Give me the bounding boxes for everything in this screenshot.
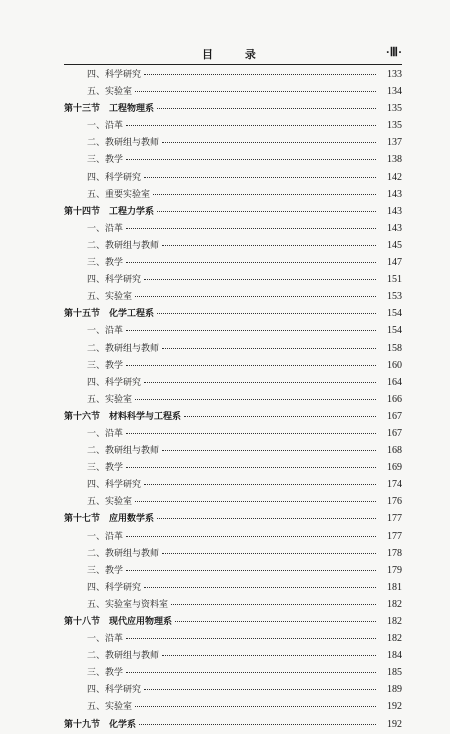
toc-entry-label: 三、教学 [87,565,124,576]
toc-subentry [64,459,402,476]
toc-entry-label: 五、重要实验室 [87,189,151,200]
toc-entry-page: 164 [387,376,402,388]
toc-entry-label: 三、教学 [87,463,124,474]
dot-leader [126,365,376,366]
toc-section-entry [64,510,402,527]
toc-entry-label: 五、实验室 [87,87,133,98]
dot-leader [162,142,376,143]
toc-entry-label: 五、实验室 [87,292,133,303]
dot-leader [184,416,376,417]
toc-entry-page: 192 [387,718,402,730]
toc-subentry [64,220,402,237]
toc-entry-page: 181 [387,581,402,593]
dot-leader [126,467,376,468]
toc-subentry [64,579,402,596]
toc-entry-page: 179 [387,564,402,576]
toc-subentry [64,254,402,271]
toc-entry-page: 167 [387,427,402,439]
toc-subentry [64,83,402,100]
toc-entry-page: 133 [387,69,402,80]
toc-entry-label: 二、教研组与教师 [87,446,160,457]
toc-entry-label: 五、实验室 [87,702,133,713]
toc-subentry [64,271,402,288]
dot-leader [126,228,376,229]
toc-subentry [64,151,402,168]
dot-leader [144,484,376,485]
toc-entry-page: 135 [387,103,402,115]
toc-subentry [64,186,402,203]
dot-leader [126,262,376,263]
toc-entry-page: 137 [387,137,402,149]
toc-entry-page: 158 [387,342,402,354]
toc-entry-page: 174 [387,479,402,491]
dot-leader [144,74,376,75]
dot-leader [135,399,376,400]
toc-subentry [64,374,402,391]
toc-subentry [64,698,402,715]
toc-entry-page: 142 [387,171,402,183]
toc-entry-page: 178 [387,547,402,559]
toc-entry-label: 三、教学 [87,360,124,371]
toc-entry-page: 176 [387,496,402,508]
toc-subentry [64,340,402,357]
dot-leader [157,108,376,109]
toc-entry-label: 一、沿革 [87,531,124,542]
toc-entry-page: 177 [387,513,402,525]
toc-subentry [64,681,402,698]
toc-entry-page: 145 [387,239,402,251]
toc-entry-label: 第十六节 材料科学与工程系 [64,411,182,422]
table-of-contents [64,66,402,733]
dot-leader [157,518,376,519]
toc-entry-label: 四、科学研究 [87,480,142,491]
page-title: 目 录 [202,48,270,61]
toc-entry-page: 167 [387,410,402,422]
dot-leader [126,433,376,434]
toc-entry-label: 一、沿革 [87,121,124,132]
toc-entry-page: 154 [387,325,402,337]
toc-entry-label: 二、教研组与教师 [87,138,160,149]
toc-entry-label: 二、教研组与教师 [87,240,160,251]
toc-section-entry [64,408,402,425]
toc-entry-page: 169 [387,462,402,474]
toc-entry-page: 192 [387,701,402,713]
dot-leader [157,211,376,212]
toc-subentry [64,391,402,408]
toc-subentry [64,322,402,339]
toc-subentry [64,562,402,579]
dot-leader [162,655,376,656]
toc-entry-label: 一、沿革 [87,428,124,439]
toc-entry-label: 第十七节 应用数学系 [64,514,155,525]
toc-entry-label: 四、科学研究 [87,582,142,593]
toc-entry-page: 135 [387,120,402,132]
toc-entry-page: 143 [387,205,402,217]
toc-entry-label: 第十五节 化学工程系 [64,309,155,320]
dot-leader [135,706,376,707]
dot-leader [157,313,376,314]
toc-entry-label: 三、教学 [87,258,124,269]
toc-entry-page: 147 [387,257,402,269]
toc-section-entry [64,100,402,117]
toc-entry-label: 四、科学研究 [87,172,142,183]
toc-subentry [64,545,402,562]
toc-entry-page: 160 [387,359,402,371]
header-rule [64,64,402,65]
toc-entry-page: 143 [387,188,402,200]
header-page-number: ·Ⅲ· [385,45,402,59]
toc-section-entry [64,716,402,733]
toc-entry-label: 四、科学研究 [87,275,142,286]
toc-entry-page: 166 [387,393,402,405]
dot-leader [171,604,376,605]
toc-entry-label: 第十八节 现代应用物理系 [64,617,173,627]
dot-leader [126,330,376,331]
dot-leader [135,91,376,92]
toc-entry-label: 一、沿革 [87,223,124,234]
dot-leader [175,621,376,622]
toc-entry-page: 151 [387,274,402,286]
toc-section-entry [64,203,402,220]
toc-subentry [64,596,402,613]
dot-leader [126,570,376,571]
toc-subentry [64,288,402,305]
toc-subentry [64,528,402,545]
toc-entry-label: 五、实验室 [87,394,133,405]
toc-entry-page: 134 [387,86,402,98]
toc-subentry [64,117,402,134]
toc-entry-page: 189 [387,684,402,696]
dot-leader [144,382,376,383]
toc-entry-page: 184 [387,650,402,662]
toc-entry-label: 二、教研组与教师 [87,548,160,559]
toc-entry-label: 三、教学 [87,668,124,679]
dot-leader [144,177,376,178]
toc-entry-label: 二、教研组与教师 [87,343,160,354]
dot-leader [126,159,376,160]
toc-entry-label: 五、实验室与资料室 [87,599,169,610]
toc-entry-page: 185 [387,667,402,679]
toc-subentry [64,357,402,374]
toc-entry-page: 177 [387,530,402,542]
dot-leader [162,553,376,554]
toc-section-entry [64,305,402,322]
dot-leader [135,296,376,297]
toc-subentry [64,66,402,83]
toc-entry-label: 五、实验室 [87,497,133,508]
toc-entry-page: 153 [387,291,402,303]
toc-subentry [64,134,402,151]
dot-leader [126,672,376,673]
toc-subentry [64,476,402,493]
toc-subentry [64,664,402,681]
dot-leader [144,587,376,588]
dot-leader [126,638,376,639]
toc-entry-label: 四、科学研究 [87,377,142,388]
dot-leader [135,501,376,502]
dot-leader [162,245,376,246]
toc-entry-page: 182 [387,616,402,627]
dot-leader [162,450,376,451]
toc-subentry [64,630,402,647]
dot-leader [153,194,376,195]
toc-entry-label: 四、科学研究 [87,70,142,80]
toc-entry-label: 第十三节 工程物理系 [64,104,155,115]
toc-entry-label: 一、沿革 [87,634,124,645]
toc-entry-label: 第十九节 化学系 [64,719,137,730]
dot-leader [126,125,376,126]
toc-entry-label: 二、教研组与教师 [87,651,160,662]
toc-entry-label: 四、科学研究 [87,685,142,696]
toc-subentry [64,169,402,186]
toc-entry-page: 138 [387,154,402,166]
toc-entry-label: 第十四节 工程力学系 [64,206,155,217]
toc-subentry [64,647,402,664]
toc-entry-page: 182 [387,598,402,610]
toc-entry-page: 168 [387,445,402,457]
dot-leader [139,724,376,725]
dot-leader [144,689,376,690]
toc-subentry [64,237,402,254]
dot-leader [144,279,376,280]
toc-subentry [64,442,402,459]
toc-entry-page: 143 [387,222,402,234]
dot-leader [162,348,376,349]
dot-leader [126,536,376,537]
page-header [64,44,402,66]
toc-subentry [64,425,402,442]
toc-entry-page: 182 [387,633,402,645]
toc-section-entry [64,613,402,630]
toc-subentry [64,493,402,510]
toc-entry-page: 154 [387,308,402,320]
toc-entry-label: 一、沿革 [87,326,124,337]
toc-entry-label: 三、教学 [87,155,124,166]
